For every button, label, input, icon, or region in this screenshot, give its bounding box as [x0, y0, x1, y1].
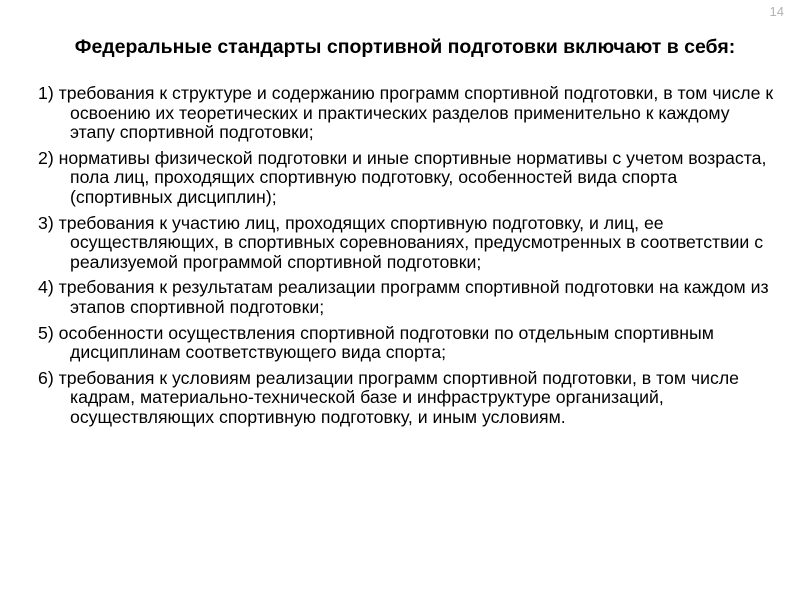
page-number: 14	[769, 4, 784, 19]
list-item: 2) нормативы физической подготовки и иные спортивные нормативы с учетом возраста, пола лиц, проходящих спортивную подготовку, особенностей вида спорта (спортивных дисциплин);	[38, 147, 767, 207]
list-item: 1) требования к структуре и содержанию программ спортивной подготовки, в том числе к освоению их теоретических и практических разделов применительно к каждому этапу спортивной подготовки;	[38, 83, 774, 143]
requirements-list	[38, 84, 778, 434]
list-item: 4) требования к результатам реализации программ спортивной подготовки на каждом из этапов спортивной подготовки;	[38, 277, 769, 317]
list-item: 3) требования к участию лиц, проходящих спортивную подготовку, и лиц, ее осуществляющих, в спортивных соревнованиях, предусмотренных в соответствии с реализуемой программой спортивной подготовки;	[38, 212, 764, 272]
slide-title: Федеральные стандарты спортивной подготовки включают в себя:	[74, 36, 736, 58]
list-item: 6) требования к условиям реализации программ спортивной подготовки, в том числе кадрам, материально-технической базе и инфраструктуре организаций, осуществляющих спортивную подготовку, и иным условиям.	[38, 367, 740, 427]
list-item: 5) особенности осуществления спортивной подготовки по отдельным спортивным дисциплинам соответствующего вида спорта;	[38, 322, 714, 363]
